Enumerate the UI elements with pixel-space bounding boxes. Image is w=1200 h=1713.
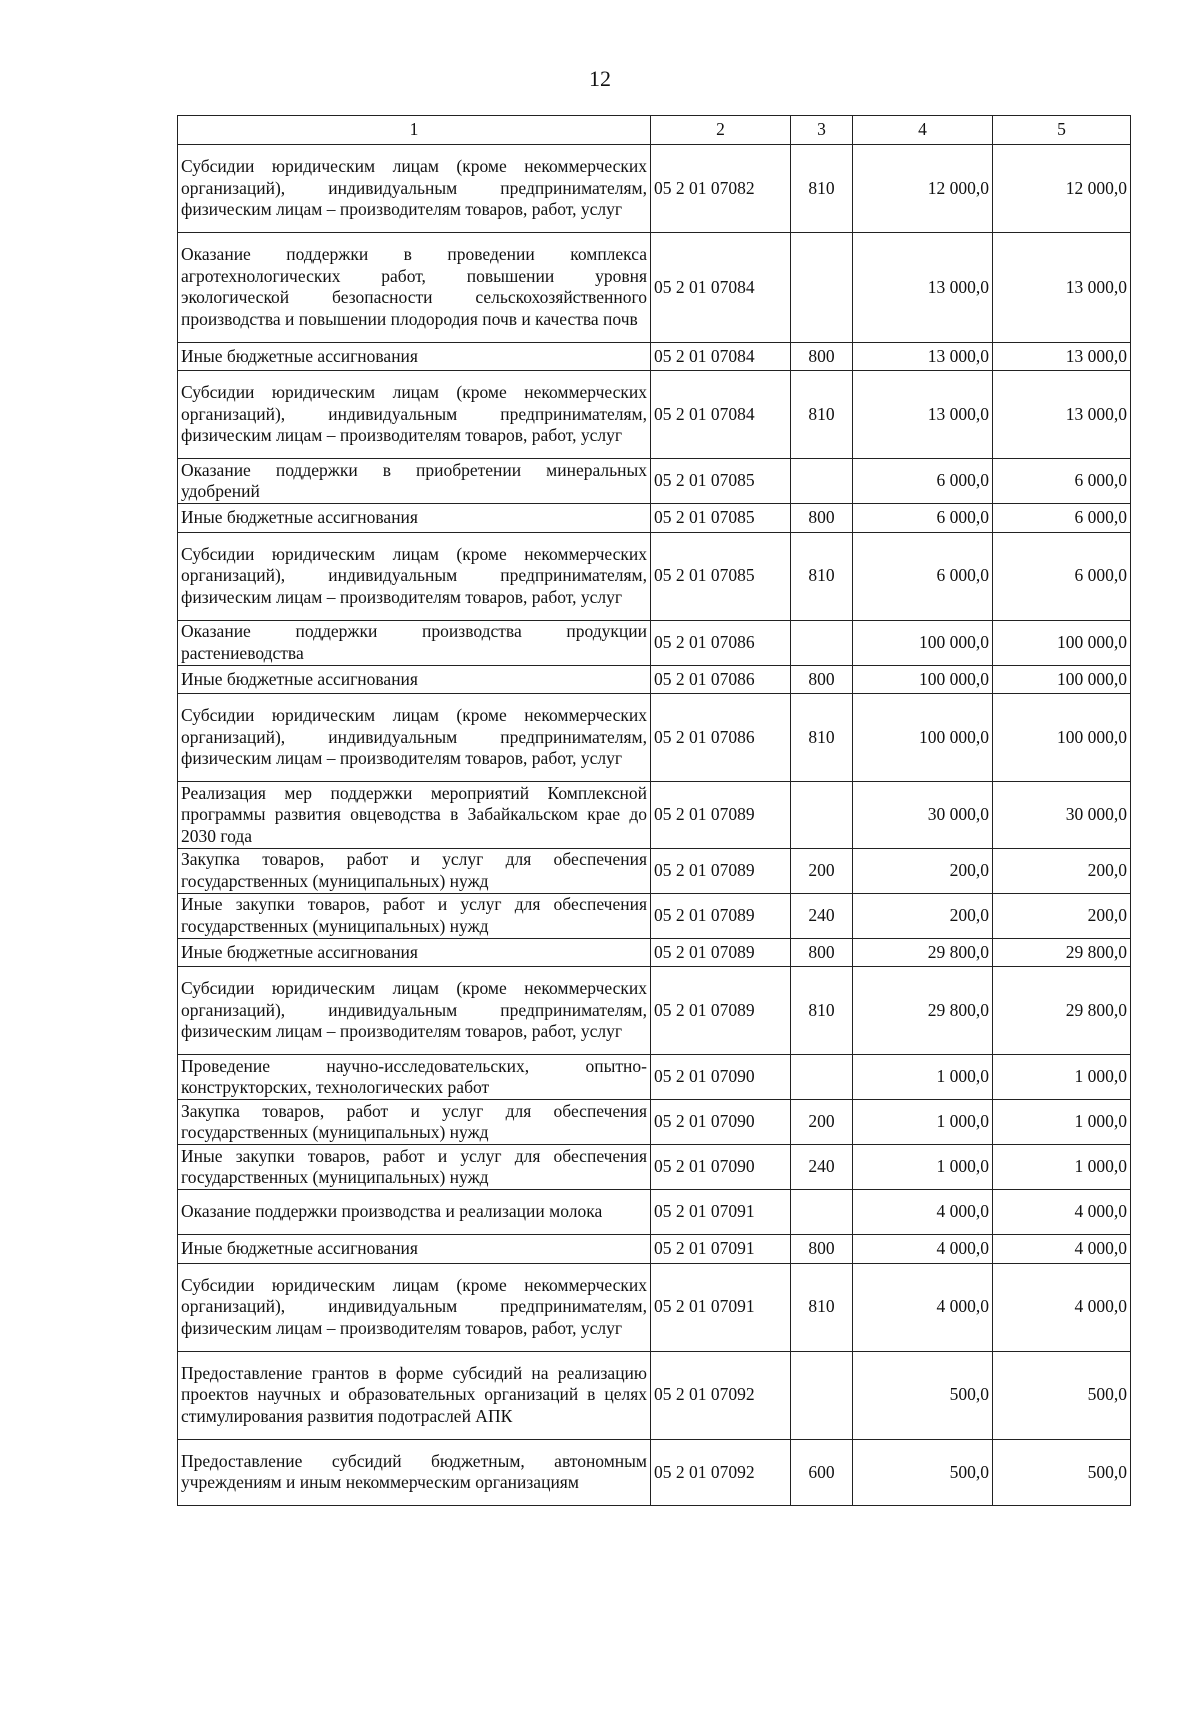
table-row [178, 1351, 1131, 1439]
row-value-col4: 29 800,0 [853, 938, 993, 967]
table-row [178, 1235, 1131, 1264]
table-row [178, 665, 1131, 694]
row-value-col5: 29 800,0 [993, 938, 1131, 967]
row-expense-type: 800 [791, 342, 853, 371]
row-value-col5: 29 800,0 [993, 967, 1131, 1055]
table-row [178, 1190, 1131, 1235]
row-value-col4: 13 000,0 [853, 371, 993, 459]
row-expense-type [791, 1351, 853, 1439]
row-name: Субсидии юридическим лицам (кроме некоммерческих организаций), индивидуальным предпринимателям, физическим лицам – производителям товаров, работ, услуг [178, 1263, 651, 1351]
row-expense-type: 810 [791, 967, 853, 1055]
row-name: Предоставление грантов в форме субсидий на реализацию проектов научных и образовательных организаций в целях стимулирования развития подотраслей АПК [178, 1351, 651, 1439]
row-name: Иные закупки товаров, работ и услуг для обеспечения государственных (муниципальных) нужд [178, 893, 651, 938]
row-expense-type: 810 [791, 532, 853, 620]
row-value-col4: 6 000,0 [853, 459, 993, 504]
row-code: 05 2 01 07085 [651, 504, 791, 533]
row-value-col4: 4 000,0 [853, 1263, 993, 1351]
row-code: 05 2 01 07089 [651, 782, 791, 849]
row-value-col4: 200,0 [853, 848, 993, 893]
table-row [178, 371, 1131, 459]
row-code: 05 2 01 07091 [651, 1190, 791, 1235]
page-number: 12 [589, 66, 611, 91]
row-value-col4: 100 000,0 [853, 665, 993, 694]
row-name: Реализация мер поддержки мероприятий Комплексной программы развития овцеводства в Забайкальском крае до 2030 года [178, 782, 651, 849]
row-name: Иные бюджетные ассигнования [178, 342, 651, 371]
table-row [178, 967, 1131, 1055]
row-value-col4: 4 000,0 [853, 1190, 993, 1235]
table-row [178, 504, 1131, 533]
row-code: 05 2 01 07089 [651, 848, 791, 893]
row-expense-type: 810 [791, 371, 853, 459]
row-name: Оказание поддержки производства и реализации молока [178, 1190, 651, 1235]
row-expense-type: 200 [791, 1100, 853, 1145]
row-value-col4: 13 000,0 [853, 233, 993, 343]
row-value-col5: 1 000,0 [993, 1100, 1131, 1145]
table-row [178, 1439, 1131, 1506]
row-expense-type: 240 [791, 1145, 853, 1190]
row-name: Иные бюджетные ассигнования [178, 504, 651, 533]
row-expense-type: 810 [791, 145, 853, 233]
table-row [178, 1145, 1131, 1190]
row-value-col5: 6 000,0 [993, 532, 1131, 620]
row-name: Субсидии юридическим лицам (кроме некоммерческих организаций), индивидуальным предпринимателям, физическим лицам – производителям товаров, работ, услуг [178, 694, 651, 782]
row-value-col4: 13 000,0 [853, 342, 993, 371]
row-name: Субсидии юридическим лицам (кроме некоммерческих организаций), индивидуальным предпринимателям, физическим лицам – производителям товаров, работ, услуг [178, 532, 651, 620]
row-value-col5: 200,0 [993, 893, 1131, 938]
row-value-col5: 1 000,0 [993, 1145, 1131, 1190]
row-value-col5: 13 000,0 [993, 342, 1131, 371]
table-row [178, 342, 1131, 371]
row-value-col5: 4 000,0 [993, 1235, 1131, 1264]
row-expense-type [791, 1055, 853, 1100]
row-name: Иные бюджетные ассигнования [178, 1235, 651, 1264]
column-header-2: 2 [651, 116, 791, 145]
table-row [178, 1055, 1131, 1100]
row-value-col5: 500,0 [993, 1351, 1131, 1439]
row-code: 05 2 01 07091 [651, 1235, 791, 1264]
row-code: 05 2 01 07092 [651, 1351, 791, 1439]
row-value-col5: 12 000,0 [993, 145, 1131, 233]
row-name: Предоставление субсидий бюджетным, автономным учреждениям и иным некоммерческим организациям [178, 1439, 651, 1506]
row-value-col4: 1 000,0 [853, 1100, 993, 1145]
row-code: 05 2 01 07089 [651, 893, 791, 938]
row-name: Иные закупки товаров, работ и услуг для обеспечения государственных (муниципальных) нужд [178, 1145, 651, 1190]
row-code: 05 2 01 07082 [651, 145, 791, 233]
column-header-5: 5 [993, 116, 1131, 145]
row-value-col4: 12 000,0 [853, 145, 993, 233]
row-value-col5: 30 000,0 [993, 782, 1131, 849]
row-name: Закупка товаров, работ и услуг для обеспечения государственных (муниципальных) нужд [178, 848, 651, 893]
table-row [178, 1100, 1131, 1145]
row-value-col5: 13 000,0 [993, 371, 1131, 459]
row-value-col4: 100 000,0 [853, 694, 993, 782]
row-value-col4: 500,0 [853, 1351, 993, 1439]
row-name: Субсидии юридическим лицам (кроме некоммерческих организаций), индивидуальным предпринимателям, физическим лицам – производителям товаров, работ, услуг [178, 371, 651, 459]
row-expense-type: 800 [791, 938, 853, 967]
row-code: 05 2 01 07089 [651, 938, 791, 967]
row-code: 05 2 01 07085 [651, 532, 791, 620]
row-expense-type: 800 [791, 504, 853, 533]
row-expense-type: 810 [791, 694, 853, 782]
column-header-4: 4 [853, 116, 993, 145]
row-name: Оказание поддержки производства продукции растениеводства [178, 620, 651, 665]
table-row [178, 782, 1131, 849]
table-header-row [178, 116, 1131, 145]
row-value-col5: 200,0 [993, 848, 1131, 893]
row-name: Проведение научно-исследовательских, опытно-конструкторских, технологических работ [178, 1055, 651, 1100]
row-name: Закупка товаров, работ и услуг для обеспечения государственных (муниципальных) нужд [178, 1100, 651, 1145]
row-expense-type [791, 620, 853, 665]
table-row [178, 893, 1131, 938]
row-value-col4: 6 000,0 [853, 532, 993, 620]
row-code: 05 2 01 07086 [651, 620, 791, 665]
row-value-col5: 4 000,0 [993, 1190, 1131, 1235]
row-expense-type [791, 1190, 853, 1235]
row-code: 05 2 01 07086 [651, 694, 791, 782]
row-name: Иные бюджетные ассигнования [178, 665, 651, 694]
row-value-col5: 100 000,0 [993, 694, 1131, 782]
table-row [178, 620, 1131, 665]
row-value-col5: 13 000,0 [993, 233, 1131, 343]
row-expense-type [791, 233, 853, 343]
row-expense-type: 810 [791, 1263, 853, 1351]
row-code: 05 2 01 07092 [651, 1439, 791, 1506]
row-value-col5: 1 000,0 [993, 1055, 1131, 1100]
row-code: 05 2 01 07084 [651, 342, 791, 371]
row-code: 05 2 01 07089 [651, 967, 791, 1055]
row-code: 05 2 01 07086 [651, 665, 791, 694]
row-code: 05 2 01 07085 [651, 459, 791, 504]
row-value-col4: 6 000,0 [853, 504, 993, 533]
row-value-col5: 6 000,0 [993, 459, 1131, 504]
row-value-col5: 6 000,0 [993, 504, 1131, 533]
row-name: Оказание поддержки в приобретении минеральных удобрений [178, 459, 651, 504]
table-row [178, 233, 1131, 343]
column-header-3: 3 [791, 116, 853, 145]
row-value-col5: 100 000,0 [993, 665, 1131, 694]
row-value-col4: 500,0 [853, 1439, 993, 1506]
row-code: 05 2 01 07084 [651, 371, 791, 459]
row-expense-type: 800 [791, 665, 853, 694]
table-row [178, 145, 1131, 233]
row-expense-type [791, 459, 853, 504]
row-code: 05 2 01 07090 [651, 1145, 791, 1190]
row-name: Иные бюджетные ассигнования [178, 938, 651, 967]
table-row [178, 459, 1131, 504]
row-value-col4: 200,0 [853, 893, 993, 938]
row-expense-type: 800 [791, 1235, 853, 1264]
row-code: 05 2 01 07091 [651, 1263, 791, 1351]
row-expense-type: 600 [791, 1439, 853, 1506]
row-code: 05 2 01 07084 [651, 233, 791, 343]
budget-table [177, 115, 1131, 1506]
row-value-col4: 29 800,0 [853, 967, 993, 1055]
column-header-1: 1 [178, 116, 651, 145]
table-row [178, 848, 1131, 893]
row-name: Субсидии юридическим лицам (кроме некоммерческих организаций), индивидуальным предпринимателям, физическим лицам – производителям товаров, работ, услуг [178, 967, 651, 1055]
row-value-col4: 4 000,0 [853, 1235, 993, 1264]
row-name: Оказание поддержки в проведении комплекса агротехнологических работ, повышении уровня экологической безопасности сельскохозяйственного производства и повышении плодородия почв и качества почв [178, 233, 651, 343]
row-code: 05 2 01 07090 [651, 1055, 791, 1100]
row-value-col4: 30 000,0 [853, 782, 993, 849]
row-name: Субсидии юридическим лицам (кроме некоммерческих организаций), индивидуальным предпринимателям, физическим лицам – производителям товаров, работ, услуг [178, 145, 651, 233]
table-row [178, 938, 1131, 967]
table-row [178, 694, 1131, 782]
row-value-col4: 100 000,0 [853, 620, 993, 665]
row-expense-type: 240 [791, 893, 853, 938]
row-value-col5: 100 000,0 [993, 620, 1131, 665]
row-expense-type [791, 782, 853, 849]
table-row [178, 532, 1131, 620]
row-expense-type: 200 [791, 848, 853, 893]
row-value-col4: 1 000,0 [853, 1055, 993, 1100]
row-value-col4: 1 000,0 [853, 1145, 993, 1190]
row-value-col5: 500,0 [993, 1439, 1131, 1506]
table-row [178, 1263, 1131, 1351]
row-code: 05 2 01 07090 [651, 1100, 791, 1145]
row-value-col5: 4 000,0 [993, 1263, 1131, 1351]
